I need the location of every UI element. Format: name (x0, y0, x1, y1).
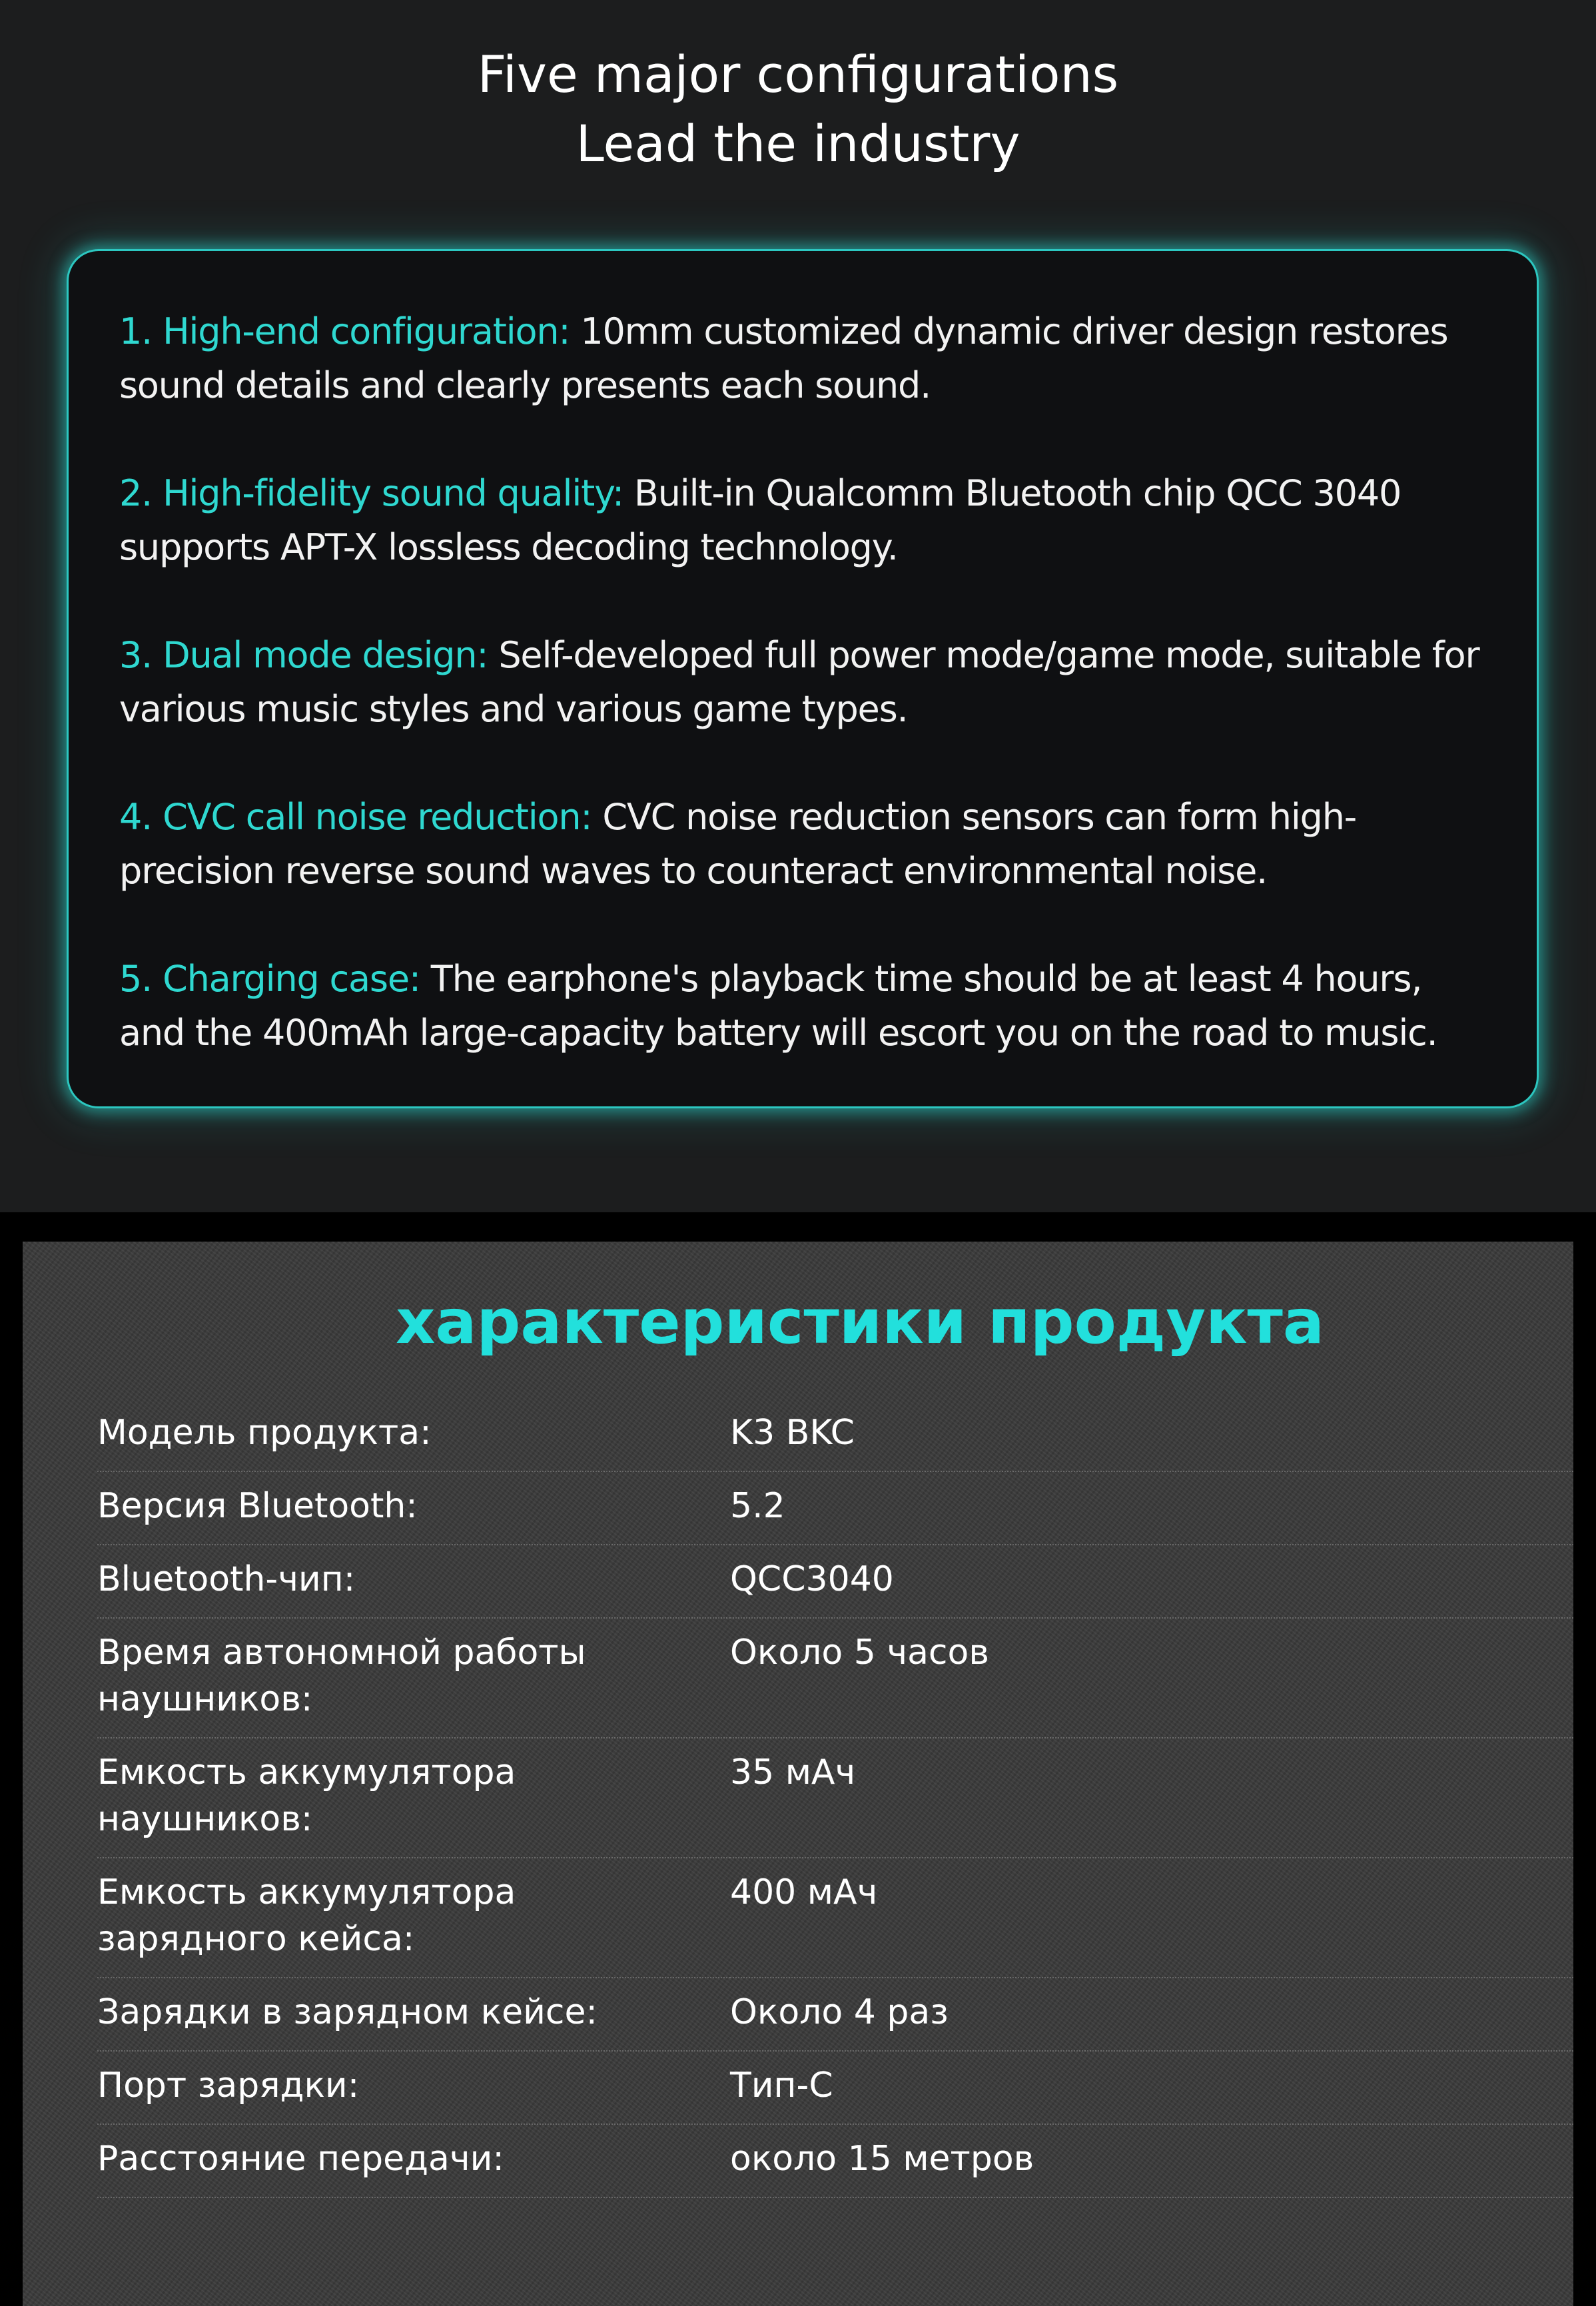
spec-value: 400 мАч (730, 1858, 1573, 1978)
spec-value: 5.2 (730, 1471, 1573, 1545)
spec-value: Тип-С (730, 2051, 1573, 2124)
spec-label: Емкость аккумулятора наушников: (97, 1738, 730, 1858)
spec-label: Емкость аккумулятора зарядного кейса: (97, 1858, 730, 1978)
spec-label: Версия Bluetooth: (97, 1471, 730, 1545)
feature-title: 4. CVC call noise reduction: (119, 796, 592, 838)
heading-line-2: Lead the industry (576, 114, 1020, 173)
section-heading (0, 40, 1596, 179)
feature-text: Built-in Qualcomm Bluetooth chip QCC 3040 supports APT-X lossless decoding technology. (119, 472, 1401, 568)
table-row (97, 1858, 1573, 1978)
table-row (97, 2051, 1573, 2124)
feature-text: The earphone's playback time should be at least 4 hours, and the 400mAh large-capacity battery will escort you on the road to music. (119, 958, 1437, 1054)
spec-label: Зарядки в зарядном кейсе: (97, 1978, 730, 2051)
feature-item-noise-reduction (119, 790, 1486, 898)
table-row (97, 1399, 1573, 1471)
table-row (97, 1545, 1573, 1618)
spec-label: Модель продукта: (97, 1399, 730, 1471)
feature-text: CVC noise reduction sensors can form high-precision reverse sound waves to counteract environmental noise. (119, 796, 1357, 892)
heading-line-1: Five major configurations (477, 45, 1119, 104)
table-row (97, 2124, 1573, 2197)
feature-item-charging-case (119, 952, 1486, 1060)
feature-item-sound-quality (119, 466, 1486, 574)
specs-section (23, 1242, 1573, 2306)
feature-text: 10mm customized dynamic driver design restores sound details and clearly presents each sound. (119, 310, 1448, 406)
spec-value: Около 4 раз (730, 1978, 1573, 2051)
spec-label: Расстояние передачи: (97, 2124, 730, 2197)
spec-value: K3 BKC (730, 1399, 1573, 1471)
table-row (97, 1471, 1573, 1545)
spec-value: QCC3040 (730, 1545, 1573, 1618)
spec-label: Время автономной работы наушников: (97, 1618, 730, 1738)
feature-title: 1. High-end configuration: (119, 310, 570, 352)
features-panel (67, 249, 1539, 1108)
feature-title: 3. Dual mode design: (119, 634, 488, 676)
spec-label: Bluetooth-чип: (97, 1545, 730, 1618)
feature-item-dual-mode (119, 628, 1486, 736)
feature-item-high-end (119, 304, 1486, 412)
specs-title: характеристики продукта (396, 1286, 1324, 1357)
table-row (97, 1978, 1573, 2051)
table-row (97, 1738, 1573, 1858)
spec-label: Порт зарядки: (97, 2051, 730, 2124)
feature-text: Self-developed full power mode/game mode, suitable for various music styles and various game types. (119, 634, 1479, 730)
feature-title: 2. High-fidelity sound quality: (119, 472, 623, 514)
table-row (97, 1618, 1573, 1738)
spec-value: около 15 метров (730, 2124, 1573, 2197)
feature-title: 5. Charging case: (119, 958, 420, 1000)
specs-table (97, 1399, 1573, 2198)
spec-value: 35 мАч (730, 1738, 1573, 1858)
spec-value: Около 5 часов (730, 1618, 1573, 1738)
